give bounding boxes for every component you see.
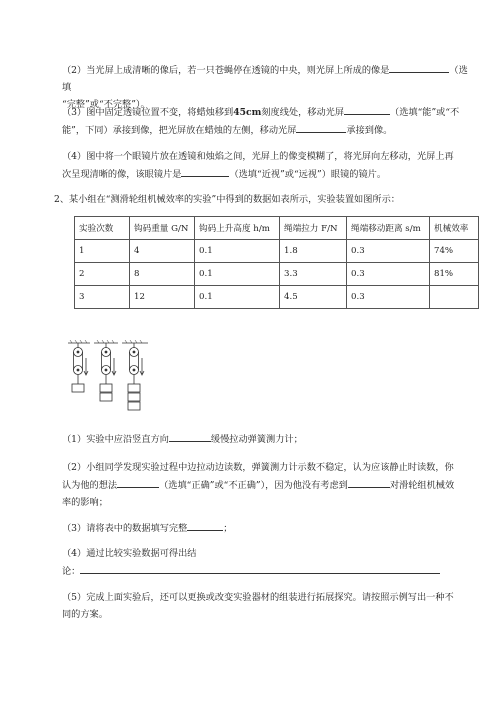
table-cell: 0.1 bbox=[195, 286, 280, 309]
part-3-text: （选填“能”或“不 bbox=[390, 107, 460, 118]
part-3-text: 能”，下同）承接到像，把光屏放在蜡烛的左侧，移动光屏 bbox=[62, 125, 297, 136]
part-4-text: （4）通过比较实验数据可得出结 bbox=[62, 548, 197, 559]
table-cell: 1.8 bbox=[280, 240, 347, 263]
part-3-text: 刻度线处，移动光屏 bbox=[261, 107, 345, 118]
answer-blank bbox=[80, 562, 440, 574]
question-2-part-1 bbox=[62, 430, 476, 448]
table-row bbox=[75, 286, 479, 309]
table-cell: 81% bbox=[430, 263, 479, 286]
part-4-text: （选填“近视”或“远视”）眼镜的镜片。 bbox=[229, 169, 387, 180]
part-3-text: （3）请将表中的数据填写完整 bbox=[62, 523, 188, 534]
table-header-cell: 机械效率 bbox=[430, 217, 479, 240]
part-3-text: ； bbox=[223, 523, 233, 534]
answer-blank bbox=[389, 61, 449, 73]
question-part-4 bbox=[62, 148, 476, 183]
hook-weight bbox=[128, 402, 140, 410]
table-header-cell: 钩码上升高度 h/m bbox=[195, 217, 280, 240]
table-header-cell: 钩码重量 G/N bbox=[130, 217, 195, 240]
part-5-text: （5）完成上面实验后，还可以更换或改变实验器材的组装进行拓展探究。请按照示例写出一种不 bbox=[62, 592, 454, 603]
answer-blank bbox=[181, 165, 229, 177]
question-2-part-5 bbox=[62, 589, 476, 623]
table-cell: 74% bbox=[430, 240, 479, 263]
part-2-text: 对滑轮组机械效 bbox=[389, 480, 455, 491]
part-3-text: （3）图中固定透镜位置不变，将蜡烛移到 bbox=[62, 107, 234, 118]
table-cell bbox=[430, 286, 479, 309]
data-table bbox=[74, 216, 479, 309]
table-header-cell: 实验次数 bbox=[75, 217, 130, 240]
answer-blank bbox=[169, 430, 211, 442]
part-5-text: 同的方案。 bbox=[62, 609, 108, 620]
question-2-part-2 bbox=[62, 459, 476, 511]
part-1-text: （1）实验中应沿竖直方向 bbox=[62, 434, 169, 445]
part-4-text: 论： bbox=[62, 566, 81, 577]
table-cell: 0.3 bbox=[347, 286, 430, 309]
answer-blank bbox=[187, 519, 223, 531]
hook-weight bbox=[128, 393, 140, 401]
table-cell: 0.1 bbox=[195, 263, 280, 286]
pulley-apparatus-figure bbox=[66, 340, 156, 412]
part-3-bold-value: 45cm bbox=[233, 107, 262, 118]
question-2-intro: 2、某小组在“测滑轮组机械效率的实验”中得到的数据如表所示，实验装置如图所示： bbox=[54, 194, 400, 205]
answer-blank bbox=[348, 476, 390, 488]
hook-weight bbox=[100, 384, 112, 392]
answer-blank bbox=[296, 121, 346, 133]
table-cell: 8 bbox=[130, 263, 195, 286]
table-cell: 3 bbox=[75, 286, 130, 309]
part-2-text: （选填 bbox=[62, 65, 468, 93]
table-cell: 0.3 bbox=[347, 263, 430, 286]
part-2-text: 率的影响； bbox=[62, 497, 108, 508]
table-cell: 3.3 bbox=[280, 263, 347, 286]
table-row bbox=[75, 240, 479, 263]
table-header-cell: 绳端移动距离 s/m bbox=[347, 217, 430, 240]
part-4-text: （4）图中将一个眼镜片放在透镜和烛焰之间，光屏上的像变模糊了，将光屏向左移动，光屏上再 bbox=[62, 151, 454, 162]
table-cell: 12 bbox=[130, 286, 195, 309]
part-3-text: 承接到像。 bbox=[346, 125, 393, 136]
hook-weight bbox=[72, 384, 84, 392]
hook-weight bbox=[128, 384, 140, 392]
table-cell: 0.1 bbox=[195, 240, 280, 263]
table-cell: 0.3 bbox=[347, 240, 430, 263]
part-2-text: 认为他的想法 bbox=[62, 480, 118, 491]
question-2-part-4 bbox=[62, 545, 476, 580]
part-4-text: 次呈现清晰的像，该眼镜片是 bbox=[62, 169, 182, 180]
table-header-row bbox=[75, 217, 479, 240]
part-2-text: （2）当光屏上成清晰的像后，若一只苍蝇停在透镜的中央，则光屏上所成的像是 bbox=[62, 65, 390, 76]
hook-weight bbox=[100, 393, 112, 401]
question-2-part-3 bbox=[62, 519, 476, 537]
question-part-3 bbox=[62, 103, 476, 139]
answer-blank bbox=[344, 103, 390, 115]
part-2-text: “完整”或“不完整”）。 bbox=[62, 99, 150, 110]
part-2-text: （2）小组同学发现实验过程中边拉动边读数，弹簧测力计示数不稳定，认为应该静止时读数，你 bbox=[62, 462, 454, 473]
table-cell: 4.5 bbox=[280, 286, 347, 309]
table-row bbox=[75, 263, 479, 286]
table-cell: 1 bbox=[75, 240, 130, 263]
answer-blank bbox=[117, 476, 159, 488]
part-1-text: 缓慢拉动弹簧测力计； bbox=[210, 434, 303, 445]
table-cell: 4 bbox=[130, 240, 195, 263]
part-2-text: （选填“正确”或“不正确”），因为他没有考虑到 bbox=[159, 480, 348, 491]
table-header-cell: 绳端拉力 F/N bbox=[280, 217, 347, 240]
table-cell: 2 bbox=[75, 263, 130, 286]
